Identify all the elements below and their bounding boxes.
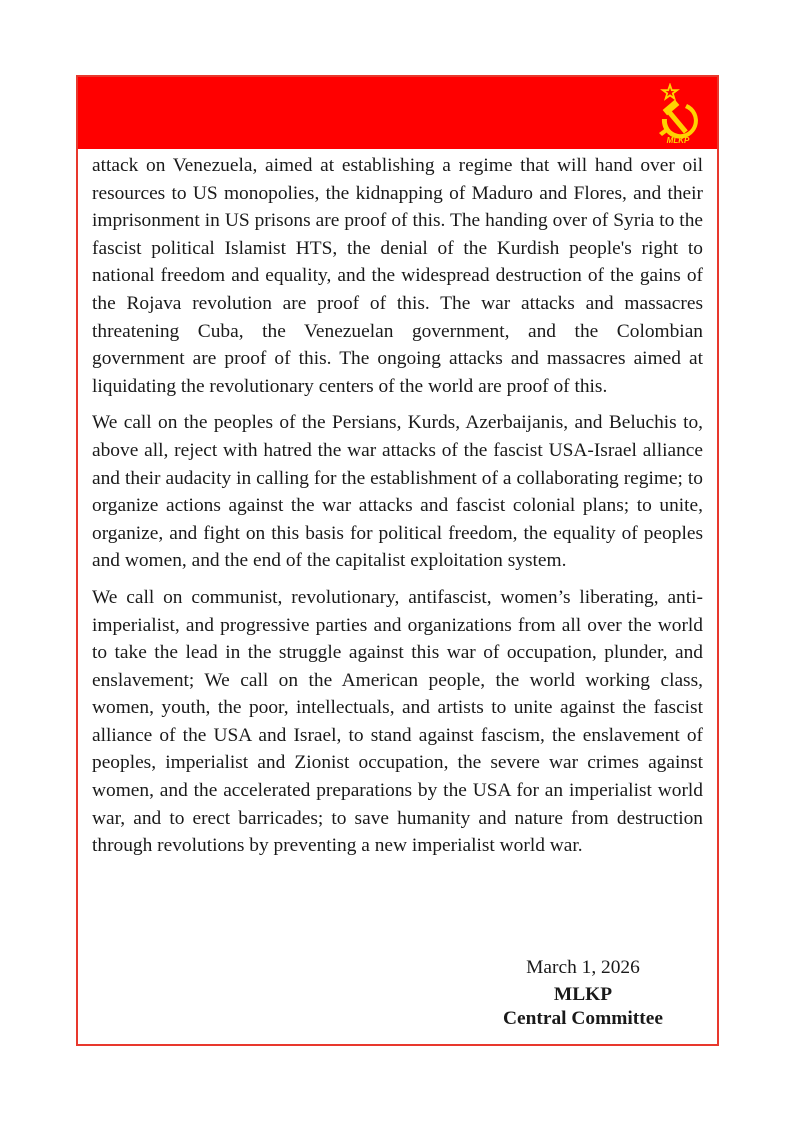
signature-block bbox=[483, 954, 683, 1031]
signature-date: March 1, 2026 bbox=[526, 957, 640, 978]
signature-body: Central Committee bbox=[503, 1008, 663, 1029]
header-banner bbox=[78, 77, 717, 149]
signature-org: MLKP bbox=[553, 984, 613, 1005]
hammer-sickle-star-logo bbox=[653, 83, 703, 145]
paragraph: We call on communist, revolutionary, antifascist, women’s liberating, anti-imperialist, and progressive parties and organizations from all over the world to take the lead in the struggle against this war of occupation, plunder, and enslavement; We call on the American people, the world working class, women, youth, the poor, intellectuals, and artists to unite against the fascist alliance of the USA and Israel, to stand against fascism, the enslavement of peoples, imperialist and Zionist occupation, the severe war crimes against women, and the accelerated preparations by the USA for an imperialist world war, and to erect barricades; to save humanity and nature from destruction through revolutions by preventing a new imperialist world war. bbox=[92, 586, 703, 857]
paragraph: attack on Venezuela, aimed at establishing a regime that will hand over oil resources to US monopolies, the kidnapping of Maduro and Flores, and their imprisonment in US prisons are proof of this. The handing over of Syria to the fascist political Islamist HTS, the denial of the Kurdish people's right to national freedom and equality, and the widespread destruction of the gains of the Rojava revolution are proof of this. The war attacks and massacres threatening Cuba, the Venezuelan government, and the Colombian government are proof of this. The ongoing attacks and massacres aimed at liquidating the revolutionary centers of the world are proof of this. bbox=[92, 155, 703, 397]
logo-text: MLKP bbox=[666, 136, 690, 145]
document-frame bbox=[76, 75, 719, 1046]
paragraph: We call on the peoples of the Persians, Kurds, Azerbaijanis, and Beluchis to, above all, reject with hatred the war attacks of the fascist USA-Israel alliance and their audacity in calling for the establishment of a collaborating regime; to organize actions against the war attacks and fascist colonial plans; to unite, organize, and fight on this basis for political freedom, the equality of peoples and women, and the end of the capitalist exploitation system. bbox=[92, 412, 703, 572]
document-body bbox=[92, 152, 703, 869]
